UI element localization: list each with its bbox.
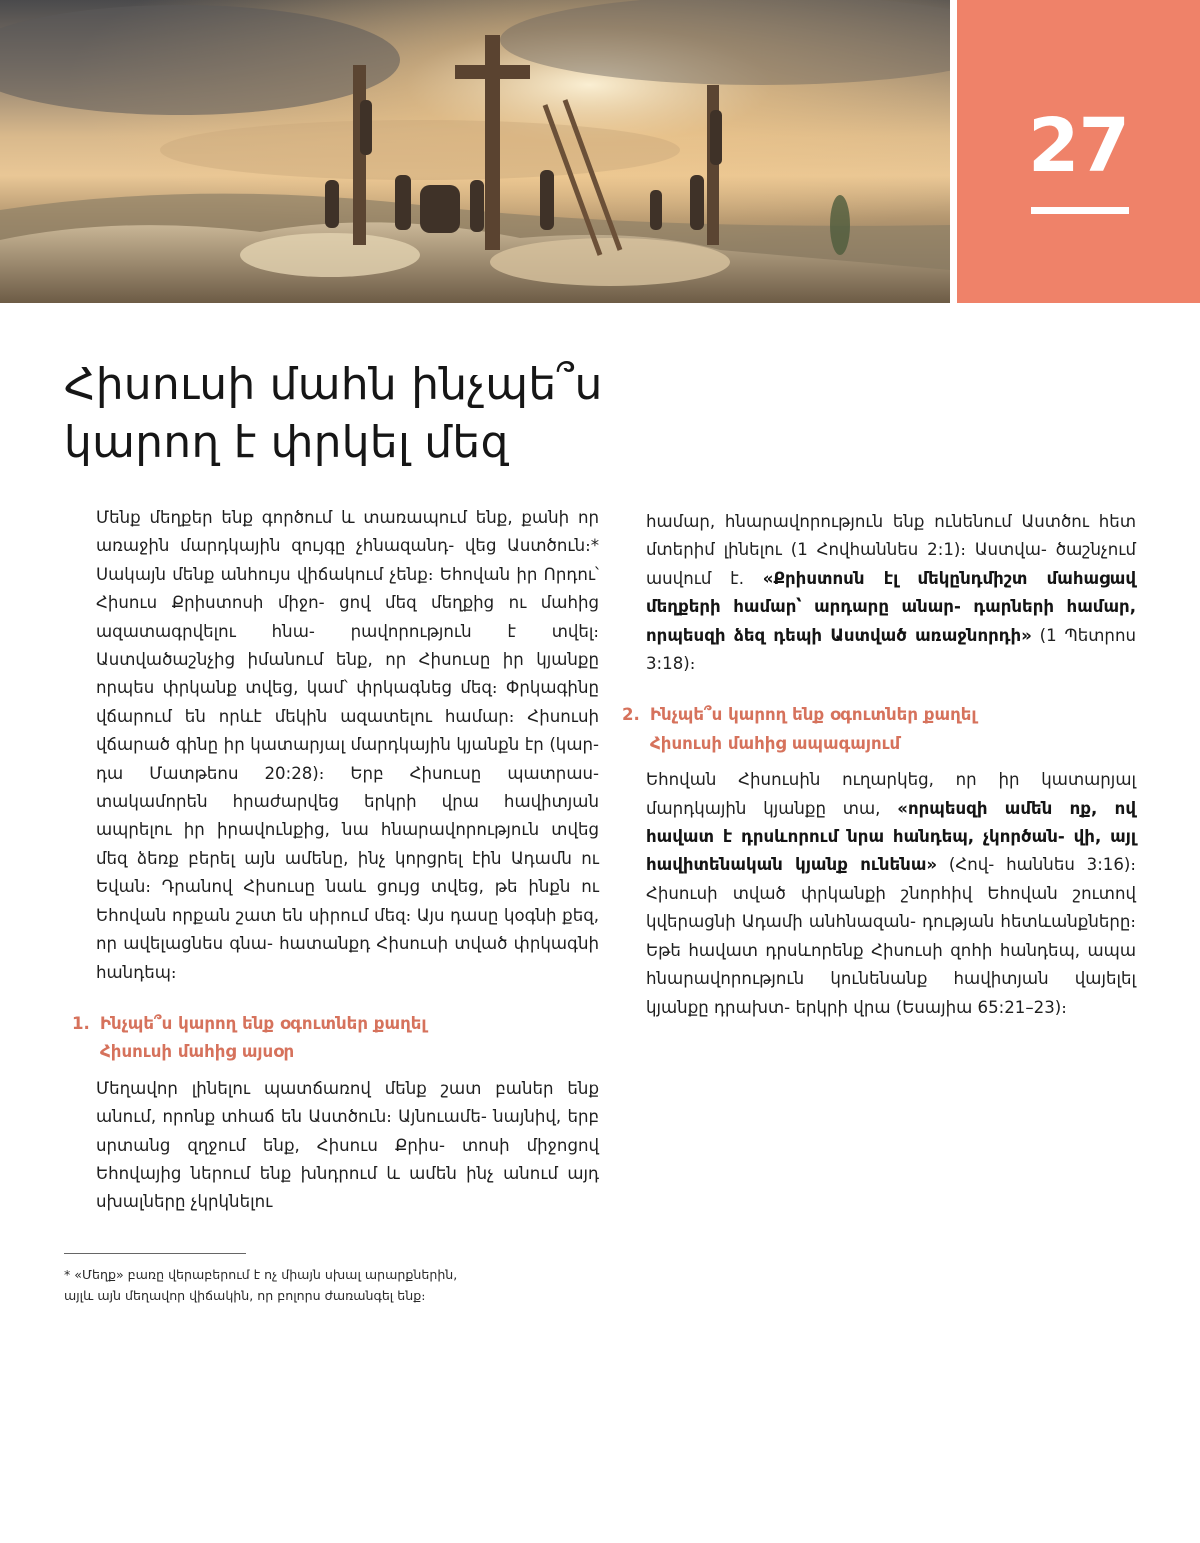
page-title — [64, 356, 764, 472]
intro-line: տվեց, թե ինքն ու Եհովան որքան շատ են սիրում — [96, 877, 599, 925]
right-column — [622, 508, 1137, 1022]
crucifixion-scene-illustration — [0, 0, 950, 303]
body-line: կունենանք հավիտյան վայելել կյանքը դրախտ- — [646, 969, 1136, 1017]
lesson-number-panel — [957, 0, 1200, 303]
section-2-paragraph — [646, 766, 1136, 1022]
intro-line: գինը իր կատարյալ մարդկային կյանքն էր (կար- — [175, 735, 599, 755]
body-line: համար, հնարավորություն ենք ունենում Աստծու — [646, 512, 1089, 531]
body-line: ենք անում, որոնք տհաճ են Աստծուն։ Այնուամե- — [96, 1078, 599, 1127]
body-line: Հիսուսի զոհի հանդեպ, ապա հնարավորություն — [646, 940, 1137, 989]
body-line: Եհովան շուտով կվերացնի Ադամի անհնազան- — [646, 883, 1136, 932]
intro-paragraph — [96, 504, 599, 987]
section-heading-line: Ինչպե՞ս կարող ենք օգուտներ քաղել — [100, 1013, 427, 1033]
body-line: դության հետևանքները։ Եթե հավատ դրսևորենք — [646, 912, 1136, 960]
body-line: և ամեն ինչ անում այդ սխալները չկրկնելու — [96, 1163, 599, 1212]
title-line: կարող է փրկել մեզ — [64, 417, 509, 468]
quote-line: «Քրիստոսն էլ մեկընդմիշտ — [762, 568, 1028, 588]
scripture-reference: (1 Պետրոս 3:18)։ — [646, 625, 1136, 674]
intro-line: մեզ։ Այս դասը կօգնի քեզ, որ ավելացնես գնա- — [96, 905, 600, 954]
section-1-paragraph — [96, 1075, 599, 1217]
section-number: 1. — [72, 1013, 90, 1033]
intro-line: ապրելու իր իրավունքից, նա հնարավորություն — [96, 820, 540, 840]
quote-line: հավատ է դրսևորում նրա հանդեպ, չկործան- — [646, 827, 1065, 847]
section-2-heading — [622, 701, 1136, 758]
quote-line: մահացավ մեղքերի համար՝ արդարը անար- — [646, 568, 1137, 617]
footnote-divider — [64, 1253, 246, 1254]
footnote — [64, 1264, 584, 1306]
intro-line: հատանքդ Հիսուսի տված փրկագնի հանդեպ։ — [96, 934, 599, 982]
intro-line: տվեց մեզ ձեռք բերել այն ամենը, ինչ կորցրել — [96, 820, 599, 868]
intro-line: ցով մեզ մեղքից ու մահից ազատագրվելու հնա- — [96, 593, 599, 641]
hero-image — [0, 0, 950, 303]
body-line: Եհովան Հիսուսին ուղարկեց, որ իր կատարյալ — [646, 770, 1136, 790]
lesson-number: 27 — [1028, 103, 1129, 189]
left-column — [72, 504, 600, 1217]
body-line: նայնիվ, երբ սրտանց զղջում ենք, Հիսուս Քրիս- — [96, 1107, 600, 1155]
footnote-line: * «Մեղք» բառը վերաբերում է ոչ միայն սխալ արարքներին, — [64, 1267, 458, 1282]
quote-line: «որպեսզի ամեն ոք, ով — [897, 798, 1136, 818]
section-heading-line: Ինչպե՞ս կարող ենք օգուտներ քաղել — [650, 705, 977, 725]
intro-line: էին Ադամն ու Եվան։ Դրանով Հիսուսը նաև ցույց — [96, 848, 600, 897]
quote-line: առաջնորդի» — [915, 625, 1032, 645]
footnote-line: այլև այն մեղավոր վիճակին, որ բոլորս ժառանգել ենք։ — [64, 1288, 426, 1303]
intro-line: վեց Աստծուն։* Սակայն մենք անհույս վիճակում — [96, 536, 599, 584]
intro-line: որևէ մեկին ազատելու համար։ Հիսուսի վճարած — [96, 706, 599, 755]
body-line: (Հով- — [937, 855, 995, 875]
intro-line: չենք։ Եհովան իր Որդու՝ Հիսուս Քրիստոսի միջո- — [96, 564, 600, 613]
body-line: տոսի միջոցով Եհովայից ներում ենք խնդրում — [96, 1135, 599, 1183]
quote-line: դարների համար, որպեսզի ձեզ դեպի Աստված — [646, 597, 1136, 645]
body-line: հետ մտերիմ լինելու (1 Հովհաննես 2:1)։ Աստվա- — [646, 512, 1136, 560]
section-heading-line: Հիսուսի մահից ապագայում — [650, 733, 901, 753]
section-heading-line: Հիսուսի մահից այսօր — [100, 1042, 295, 1062]
body-line: մարդկային կյանքը տա, — [646, 798, 898, 818]
continuation-paragraph — [646, 508, 1136, 678]
body-line: Մեղավոր լինելու պատճառով մենք շատ բաներ — [96, 1078, 554, 1098]
intro-line: Մենք մեղքեր ենք գործում և տառապում ենք, — [96, 508, 513, 527]
section-1-heading — [72, 1010, 599, 1067]
intro-line: րավորություն է տվել։ Աստվածաշնչից իմանում — [96, 621, 600, 670]
section-number: 2. — [622, 705, 640, 725]
intro-line: քանի որ առաջին մարդկային զույգը չհնազանդ- — [96, 508, 599, 556]
lesson-number-underline — [1031, 207, 1129, 214]
title-line: Հիսուսի մահն ինչպե՞ս — [64, 359, 603, 410]
intro-line: դա Մատթեոս 20:28)։ Երբ Հիսուսը պատրաս- — [96, 763, 599, 783]
quote-line: վի, այլ հավիտենական կյանք ունենա» — [646, 827, 1136, 875]
body-line: հաննես 3:16)։ Հիսուսի տված փրկանքի շնորհիվ — [646, 855, 1136, 903]
body-line: երկրի վրա (Եսայիա 65:21–23)։ — [795, 997, 1067, 1017]
intro-line: ենք, որ Հիսուսը իր կյանքը որպես փրկանք տվեց, — [96, 650, 600, 698]
intro-line: կամ՝ փրկագնեց մեզ։ Փրկագինը վճարում են — [96, 678, 599, 726]
body-line: ծաշնչում ասվում է. — [646, 540, 1137, 588]
intro-line: տակամորեն հրաժարվեց երկրի վրա հավիտյան — [96, 792, 599, 812]
